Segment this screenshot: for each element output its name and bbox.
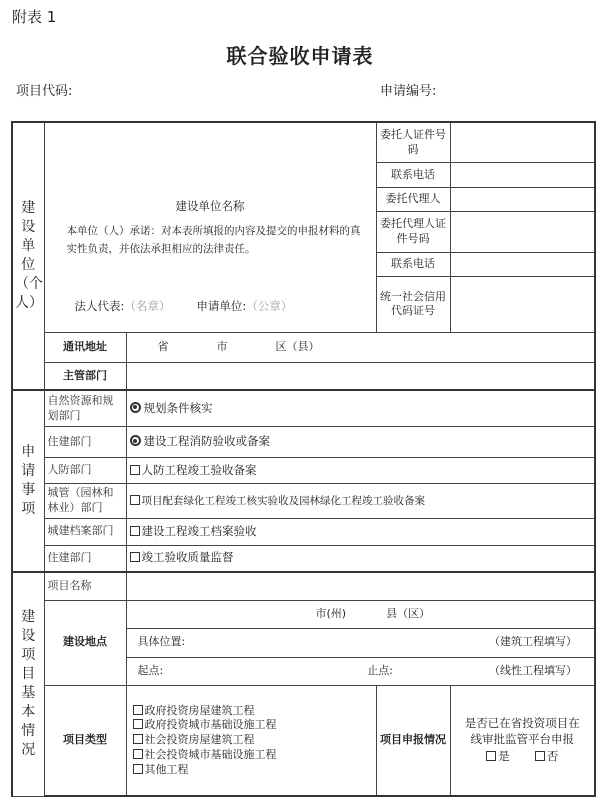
project-type-option-label: 政府投资城市基础设施工程 <box>144 718 277 732</box>
matter-dept: 城建档案部门 <box>44 519 126 546</box>
applicant-unit-seal-hint: （公章） <box>246 299 293 313</box>
authority-label: 主管部门 <box>44 363 126 391</box>
matter-option[interactable] <box>126 457 595 484</box>
builder-info-cell <box>44 122 376 332</box>
no-option[interactable] <box>535 749 559 763</box>
address-province: 省 <box>157 339 169 353</box>
checkbox-icon <box>133 719 143 729</box>
agent-id-input[interactable] <box>450 212 595 253</box>
address-district: 区（县） <box>275 339 320 353</box>
checkbox-icon <box>486 751 496 761</box>
project-type-options <box>126 686 376 796</box>
address-city: 市 <box>216 339 228 353</box>
yes-label: 是 <box>498 749 510 764</box>
project-type-option[interactable] <box>133 733 373 748</box>
principal-id-input[interactable] <box>450 122 595 163</box>
matter-option-label: 项目配套绿化工程竣工核实验收及园林绿化工程竣工验收备案 <box>141 495 425 508</box>
project-type-option-label: 社会投资房屋建筑工程 <box>144 733 255 747</box>
matter-option[interactable] <box>126 427 595 458</box>
signature-row <box>75 299 293 315</box>
project-name-label: 项目名称 <box>44 572 126 601</box>
matter-option[interactable] <box>126 484 595 519</box>
address-label: 通讯地址 <box>44 332 126 363</box>
agent-name-input[interactable] <box>450 187 595 211</box>
no-label: 否 <box>546 749 559 764</box>
start-label: 起点: <box>137 664 164 678</box>
project-type-option-label: 社会投资城市基础设施工程 <box>144 748 277 762</box>
project-code-label: 项目代码: <box>16 84 73 99</box>
matter-option-label: 人防工程竣工验收备案 <box>141 462 257 477</box>
matter-option[interactable] <box>126 545 595 572</box>
position-note: （建筑工程填写） <box>489 635 577 649</box>
agent-phone-input[interactable] <box>450 253 595 277</box>
declare-label: 项目申报情况 <box>376 686 450 796</box>
radio-filled-icon <box>130 435 141 446</box>
principal-phone-input[interactable] <box>450 163 595 187</box>
unit-name-label: 建设单位名称 <box>175 199 245 213</box>
project-type-option-label: 其他工程 <box>144 762 189 776</box>
checkbox-icon <box>133 734 143 744</box>
project-type-label: 项目类型 <box>44 686 126 796</box>
right-field-label: 委托代理人 <box>376 187 450 211</box>
builder-section-label: 建设单位（个人） <box>12 122 44 390</box>
project-name-input[interactable] <box>126 572 595 601</box>
location-city-county[interactable] <box>126 600 595 629</box>
right-field-label: 委托人证件号码 <box>376 122 450 163</box>
matter-dept: 城管（园林和林业）部门 <box>44 484 126 519</box>
location-label: 建设地点 <box>44 600 126 686</box>
matter-dept: 住建部门 <box>44 545 126 572</box>
matter-option-label: 建设工程竣工档案验收 <box>141 524 257 539</box>
form-title: 联合验收申请表 <box>226 44 374 68</box>
matter-option-label: 建设工程消防验收或备案 <box>143 434 270 449</box>
matter-option-label: 规划条件核实 <box>143 400 213 415</box>
legal-rep-label: 法人代表: <box>74 299 125 313</box>
matter-option[interactable] <box>126 390 595 427</box>
pledge-text: 本单位（人）承诺：对本表所填报的内容及提交的申报材料的真实性负责，并依法承担相应的法律责任。 <box>66 225 361 255</box>
checkbox-icon <box>130 465 140 475</box>
right-field-label: 联系电话 <box>376 163 450 187</box>
project-type-option[interactable] <box>133 763 373 778</box>
credit-code-input[interactable] <box>450 277 595 332</box>
checkbox-icon <box>130 552 140 562</box>
yes-option[interactable] <box>486 749 510 763</box>
project-type-option[interactable] <box>133 718 373 733</box>
checkbox-icon <box>133 705 143 715</box>
application-no-label: 申请编号: <box>380 84 437 99</box>
address-field[interactable] <box>126 332 595 363</box>
location-position[interactable] <box>126 629 595 658</box>
platform-question: 是否已在省投资项目在线审批监管平台申报 <box>464 716 580 746</box>
right-field-label: 统一社会信用代码证号 <box>376 277 450 332</box>
matters-section-label: 申请事项 <box>12 390 44 571</box>
checkbox-icon <box>133 749 143 759</box>
platform-question-cell <box>450 686 595 796</box>
checkbox-icon <box>535 751 545 761</box>
location-line[interactable] <box>126 657 595 686</box>
line-note: （线性工程填写） <box>489 664 577 678</box>
checkbox-icon <box>130 495 140 505</box>
position-label: 具体位置: <box>137 635 186 649</box>
matter-option[interactable] <box>126 519 595 546</box>
application-form-table <box>11 121 596 797</box>
checkbox-icon <box>130 526 140 536</box>
matter-option-label: 竣工验收质量监督 <box>141 550 234 565</box>
appendix-label: 附表 1 <box>12 8 57 26</box>
city-label: 市(州) <box>315 606 347 620</box>
matter-dept: 自然资源和规划部门 <box>44 390 126 427</box>
applicant-unit-label: 申请单位: <box>196 299 247 313</box>
project-section-label: 建设项目基本情况 <box>12 572 44 796</box>
project-type-option[interactable] <box>133 704 373 719</box>
matter-dept: 人防部门 <box>44 457 126 484</box>
radio-filled-icon <box>130 402 141 413</box>
right-field-label: 联系电话 <box>376 253 450 277</box>
county-label: 县（区） <box>386 606 431 620</box>
right-field-label: 委托代理人证件号码 <box>376 212 450 253</box>
end-label: 止点: <box>367 664 393 678</box>
checkbox-icon <box>133 764 143 774</box>
legal-rep-seal-hint: （名章） <box>124 299 171 313</box>
project-type-option[interactable] <box>133 748 373 763</box>
project-type-option-label: 政府投资房屋建筑工程 <box>144 703 255 717</box>
matter-dept: 住建部门 <box>44 427 126 458</box>
authority-input[interactable] <box>126 363 595 391</box>
